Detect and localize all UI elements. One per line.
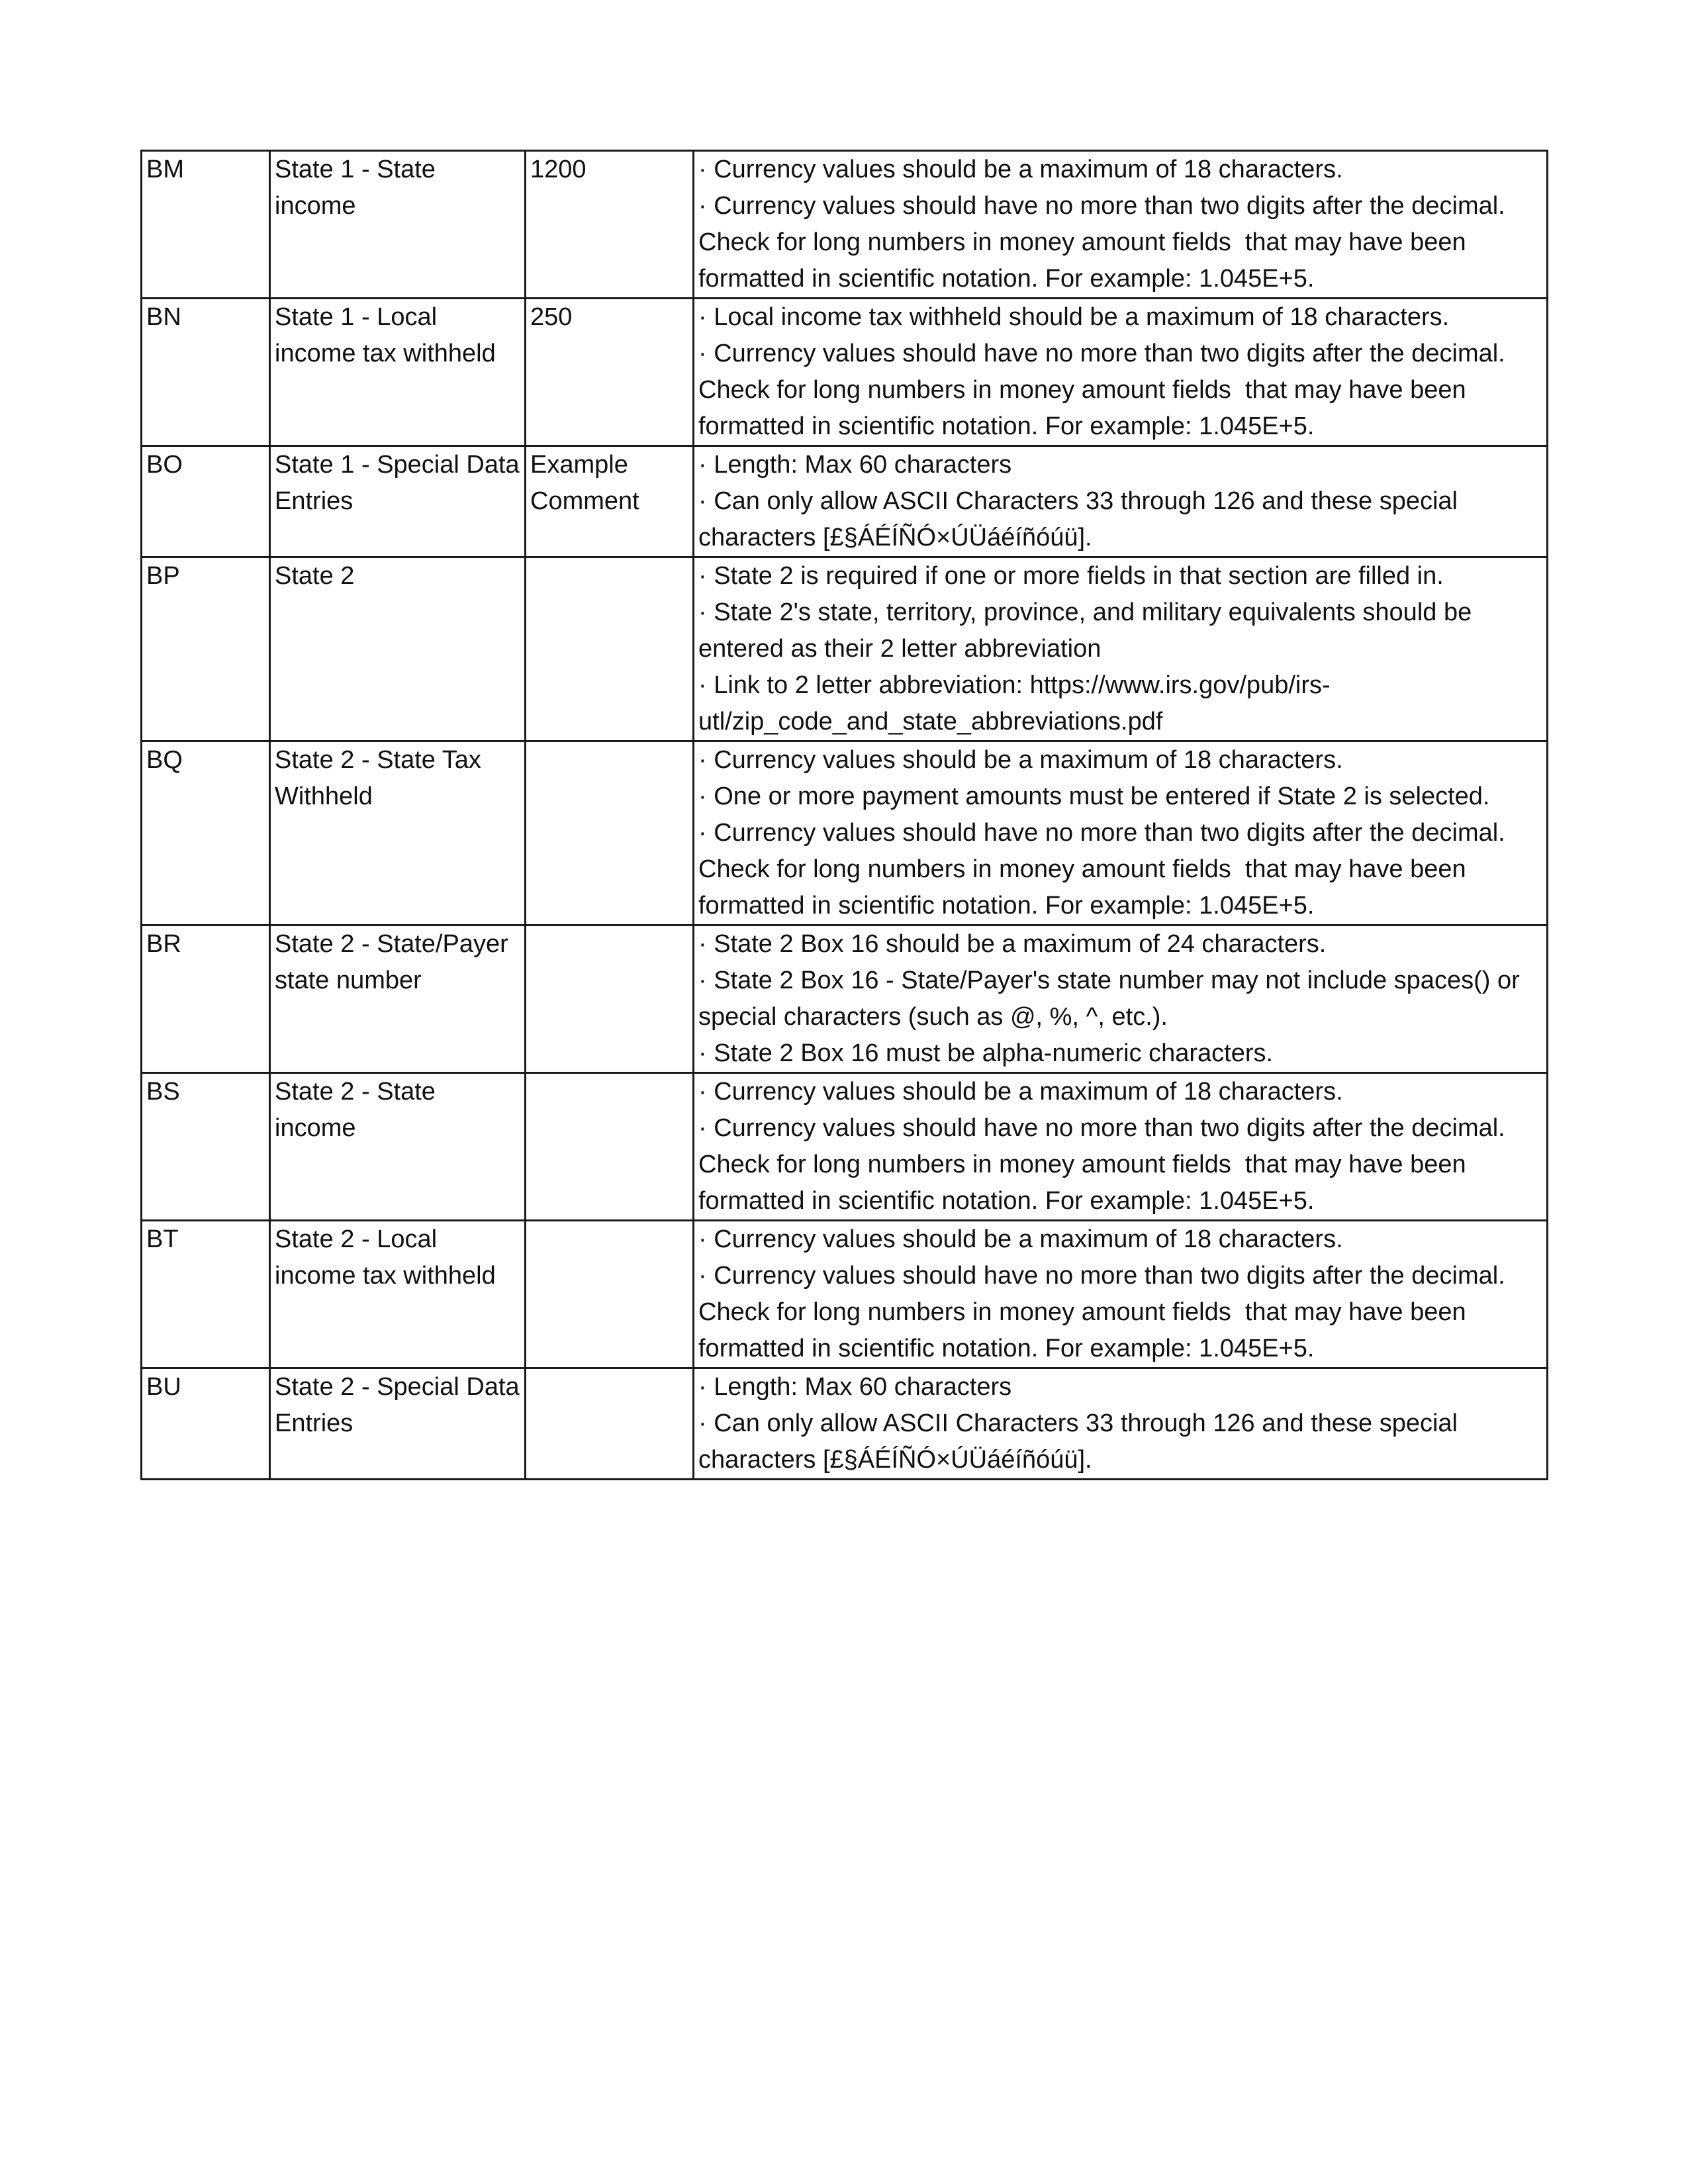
validation-rule-line: formatted in scientific notation. For example: 1.045E+5. [698,412,1315,440]
validation-rule-line: · Can only allow ASCII Characters 33 through 126 and these special [698,487,1458,515]
validation-rule-line: · State 2 Box 16 should be a maximum of 24 characters. [698,930,1327,958]
table-row [142,1368,1548,1480]
example-value-cell: Example Comment [526,446,694,557]
validation-rule-line: utl/zip_code_and_state_abbreviations.pdf [698,708,1163,736]
validation-rule-line: · One or more payment amounts must be entered if State 2 is selected. [698,783,1490,810]
validation-rule-line: · Currency values should have no more than two digits after the decimal. [698,192,1505,220]
validation-rule-line: Check for long numbers in money amount fields that may have been [698,376,1466,404]
table-row [142,446,1548,557]
table-row [142,299,1548,446]
validation-rule-line: · State 2's state, territory, province, and military equivalents should be [698,598,1472,626]
validation-rule-line: · State 2 Box 16 must be alpha-numeric characters. [698,1039,1274,1067]
field-name-cell: State 1 - State income [270,151,526,299]
validation-rule-line: formatted in scientific notation. For example: 1.045E+5. [698,265,1315,293]
example-value-cell [526,1073,694,1221]
validation-rule-line: special characters (such as @, %, ^, etc.). [698,1003,1168,1031]
validation-rule-line: · Can only allow ASCII Characters 33 through 126 and these special [698,1409,1458,1437]
field-name-cell: State 2 - State income [270,1073,526,1221]
validation-rules-cell [694,1368,1548,1480]
validation-rules-cell [694,741,1548,926]
example-value-cell [526,926,694,1073]
validation-rule-line: · Currency values should be a maximum of 18 characters. [698,1078,1343,1106]
column-code-cell: BO [142,446,270,557]
example-value-cell: 1200 [526,151,694,299]
validation-rule-line: formatted in scientific notation. For example: 1.045E+5. [698,1187,1315,1215]
validation-rule-line: · State 2 Box 16 - State/Payer's state number may not include spaces() or [698,967,1520,994]
validation-rules-cell [694,151,1548,299]
validation-rule-line: characters [£§ÁÉÍÑÓ×ÚÜáéíñóúü]. [698,524,1092,551]
validation-rule-line: · Link to 2 letter abbreviation: https://www.irs.gov/pub/irs- [698,671,1331,699]
validation-rule-line: Check for long numbers in money amount fields that may have been [698,855,1466,883]
example-value-cell [526,1221,694,1368]
validation-rule-line: · Currency values should be a maximum of 18 characters. [698,1225,1343,1253]
field-name-cell: State 1 - Special Data Entries [270,446,526,557]
validation-rules-cell [694,926,1548,1073]
column-code-cell: BS [142,1073,270,1221]
validation-rules-cell [694,557,1548,741]
validation-rule-line: characters [£§ÁÉÍÑÓ×ÚÜáéíñóúü]. [698,1446,1092,1474]
validation-rule-line: · Length: Max 60 characters [698,1373,1012,1401]
column-code-cell: BU [142,1368,270,1480]
field-name-cell: State 2 - State Tax Withheld [270,741,526,926]
field-name-cell: State 1 - Local income tax withheld [270,299,526,446]
validation-rules-cell [694,446,1548,557]
table-row [142,1073,1548,1221]
example-value-cell [526,557,694,741]
validation-rule-line: · Currency values should have no more than two digits after the decimal. [698,1114,1505,1142]
validation-rule-line: Check for long numbers in money amount fields that may have been [698,1298,1466,1326]
table-row [142,741,1548,926]
validation-rules-cell [694,1221,1548,1368]
validation-rule-line: · Currency values should be a maximum of 18 characters. [698,746,1343,774]
validation-rules-cell [694,1073,1548,1221]
column-code-cell: BR [142,926,270,1073]
table-row [142,151,1548,299]
field-name-cell: State 2 [270,557,526,741]
validation-rule-line: formatted in scientific notation. For example: 1.045E+5. [698,892,1315,920]
validation-rule-line: · State 2 is required if one or more fields in that section are filled in. [698,562,1444,590]
column-code-cell: BN [142,299,270,446]
column-code-cell: BQ [142,741,270,926]
table-row [142,557,1548,741]
validation-rule-line: · Currency values should have no more than two digits after the decimal. [698,819,1505,847]
column-code-cell: BP [142,557,270,741]
validation-rule-line: · Currency values should have no more than two digits after the decimal. [698,340,1505,367]
validation-rule-line: entered as their 2 letter abbreviation [698,635,1102,663]
table-row [142,926,1548,1073]
column-code-cell: BM [142,151,270,299]
validation-rule-line: Check for long numbers in money amount fields that may have been [698,228,1466,256]
column-code-cell: BT [142,1221,270,1368]
validation-rule-line: Check for long numbers in money amount fields that may have been [698,1151,1466,1178]
example-value-cell: 250 [526,299,694,446]
validation-rule-line: · Local income tax withheld should be a maximum of 18 characters. [698,303,1450,331]
validation-rule-line: formatted in scientific notation. For example: 1.045E+5. [698,1335,1315,1362]
field-name-cell: State 2 - Special Data Entries [270,1368,526,1480]
field-spec-table-body [142,151,1548,1480]
example-value-cell [526,741,694,926]
validation-rule-line: · Currency values should be a maximum of 18 characters. [698,156,1343,183]
field-name-cell: State 2 - Local income tax withheld [270,1221,526,1368]
validation-rule-line: · Length: Max 60 characters [698,451,1012,479]
validation-rule-line: · Currency values should have no more than two digits after the decimal. [698,1262,1505,1290]
validation-rules-cell [694,299,1548,446]
field-spec-table [140,150,1548,1480]
table-row [142,1221,1548,1368]
field-name-cell: State 2 - State/Payer state number [270,926,526,1073]
example-value-cell [526,1368,694,1480]
